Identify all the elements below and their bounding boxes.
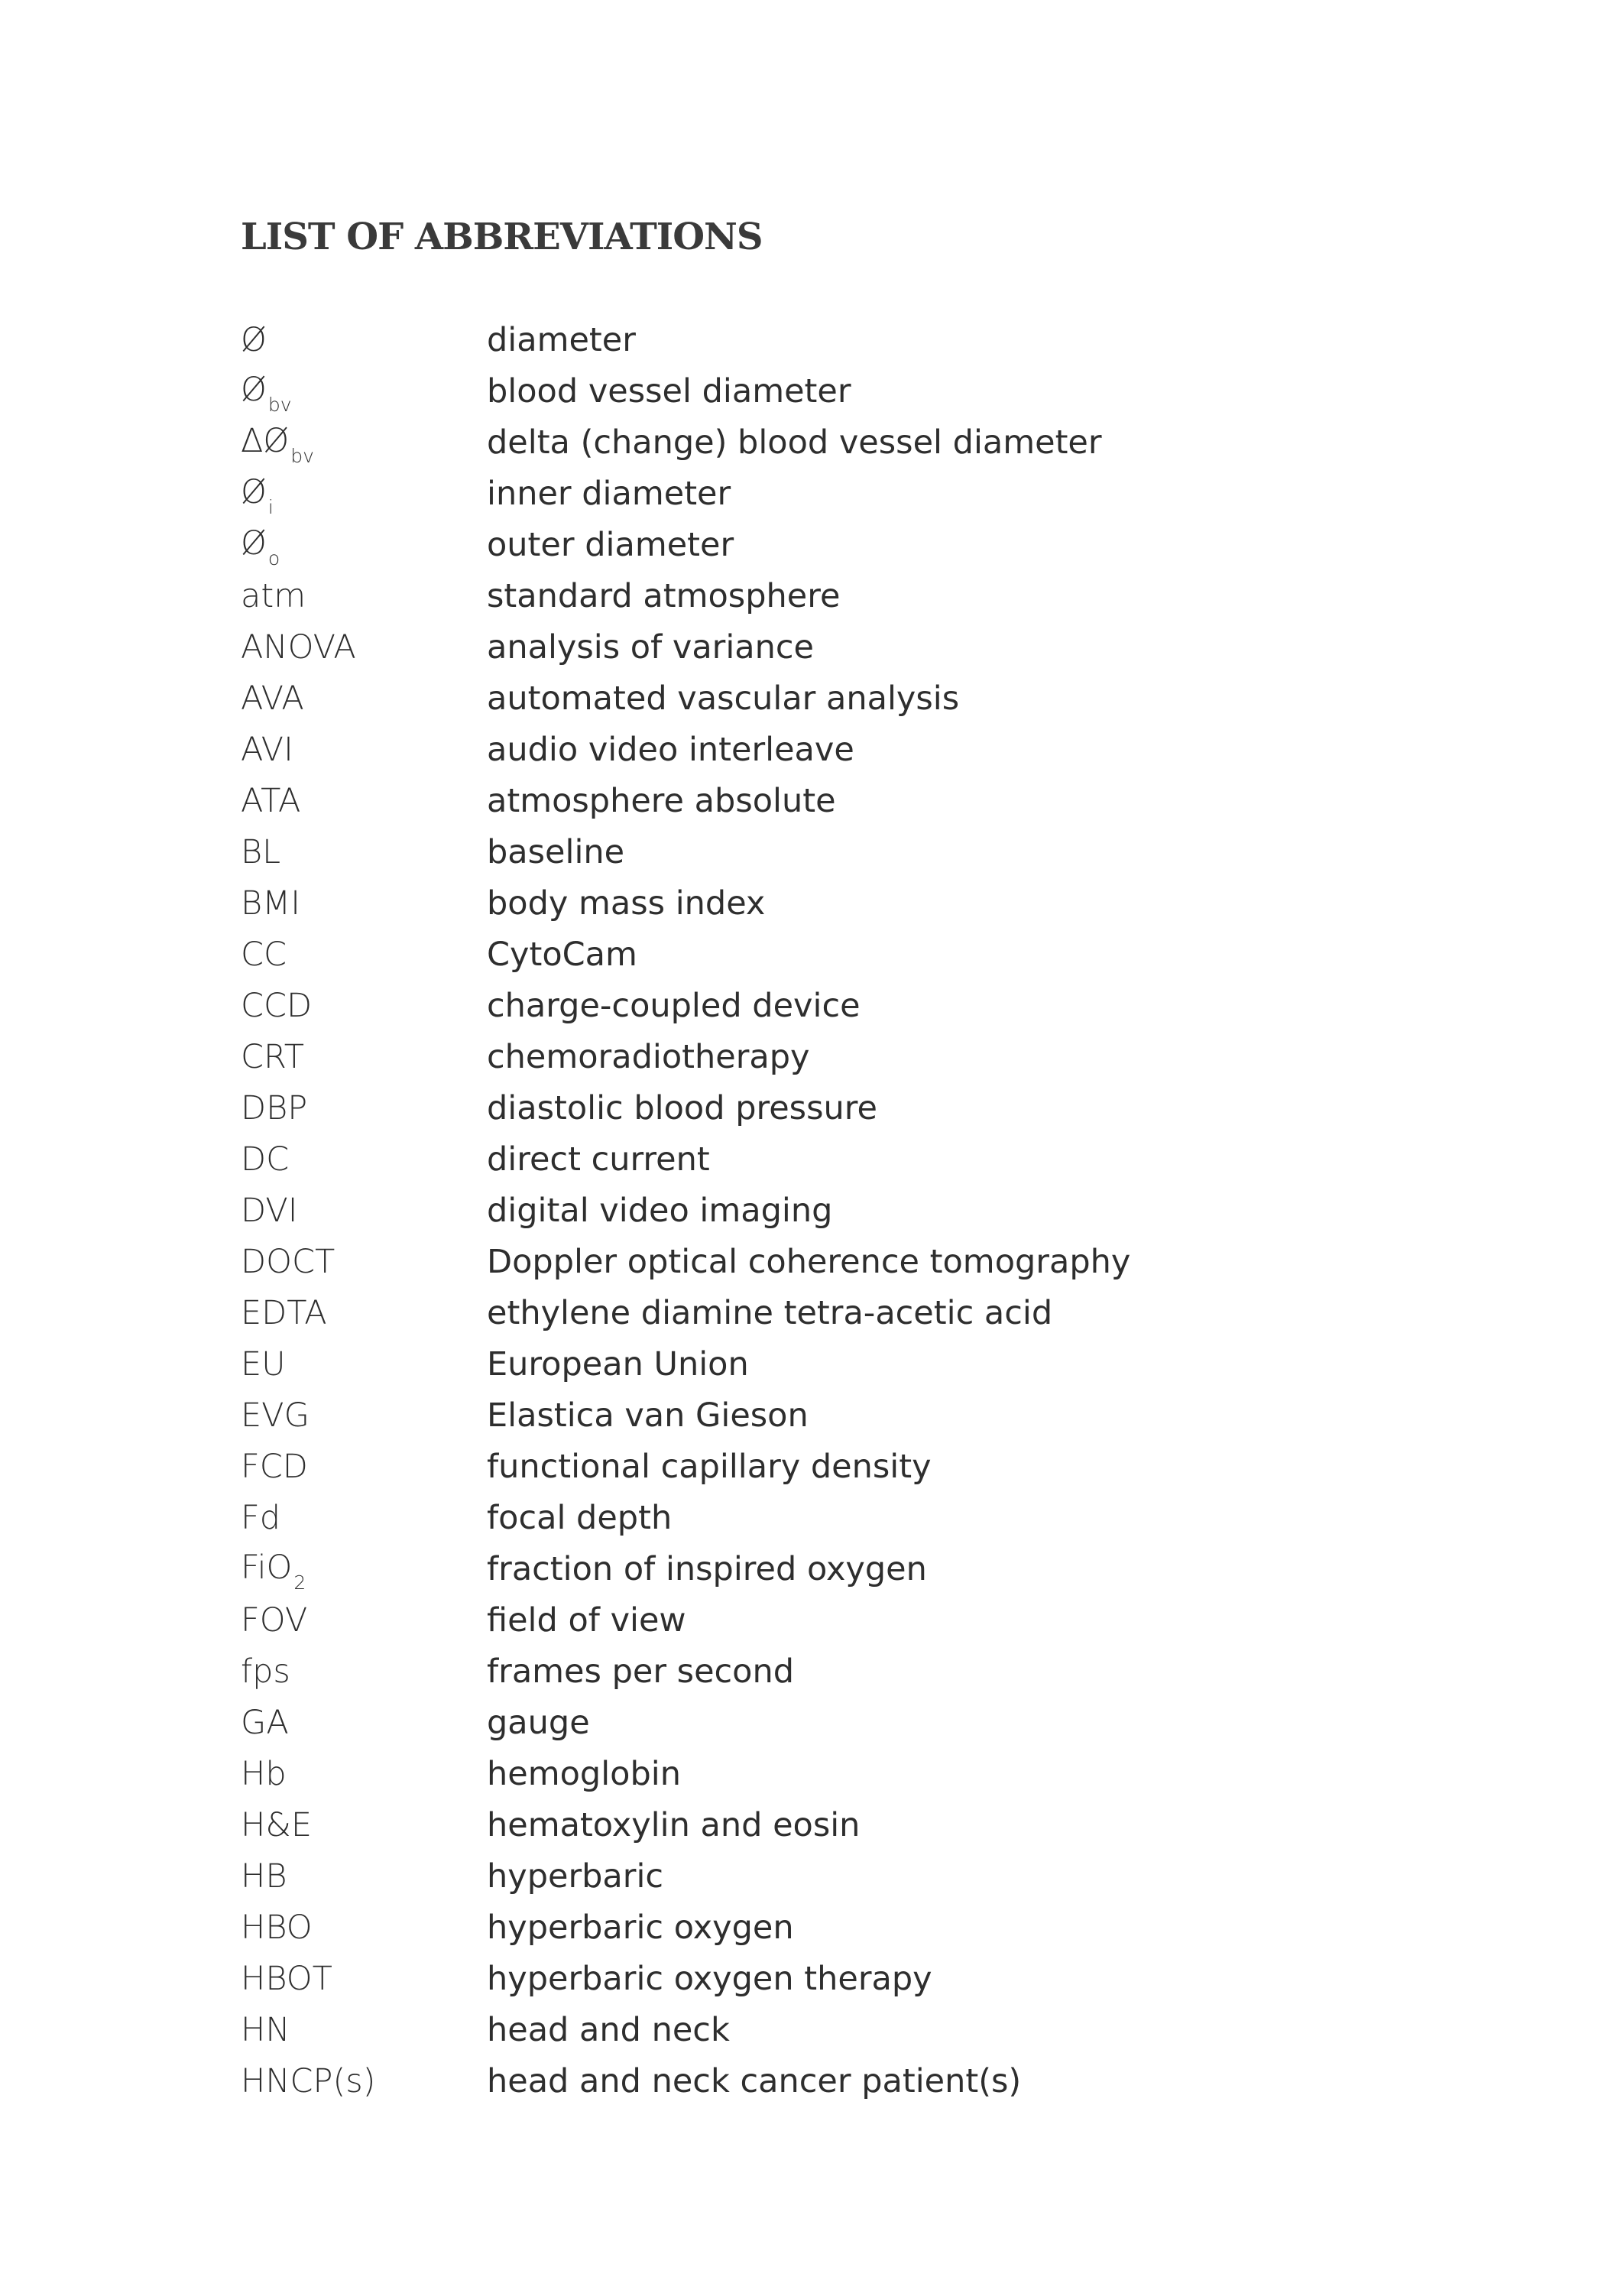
abbreviation-symbol: Hb: [241, 1755, 287, 1793]
abbreviation-row: [241, 1851, 1540, 1902]
abbreviation-symbol: ΔØ: [241, 421, 290, 460]
abbreviation-term: [241, 622, 487, 673]
abbreviation-row: [241, 878, 1540, 929]
abbreviation-term: [241, 827, 487, 878]
abbreviation-symbol: GA: [241, 1704, 289, 1742]
abbreviation-row: [241, 622, 1540, 673]
abbreviation-subscript: o: [267, 546, 280, 569]
abbreviation-definition: blood vessel diameter: [487, 372, 851, 410]
abbreviation-row: [241, 1032, 1540, 1083]
abbreviation-symbol: FOV: [241, 1601, 308, 1639]
abbreviation-symbol: fps: [241, 1652, 290, 1691]
abbreviation-symbol: Ø: [241, 472, 267, 511]
abbreviation-term: [241, 365, 487, 420]
abbreviation-row: [241, 571, 1540, 622]
abbreviation-symbol: EDTA: [241, 1294, 327, 1332]
abbreviation-definition: hemoglobin: [487, 1755, 681, 1793]
abbreviation-definition: direct current: [487, 1140, 710, 1179]
abbreviation-term: [241, 1542, 487, 1597]
abbreviation-term: [241, 1185, 487, 1237]
abbreviation-term: [241, 1134, 487, 1185]
abbreviation-row: [241, 673, 1540, 725]
abbreviation-row: [241, 366, 1540, 417]
abbreviation-definition: hyperbaric oxygen therapy: [487, 1960, 932, 1998]
abbreviation-list: [241, 315, 1540, 2107]
abbreviation-definition: frames per second: [487, 1652, 795, 1691]
abbreviation-term: [241, 1032, 487, 1083]
abbreviation-term: [241, 518, 487, 573]
abbreviation-definition: hematoxylin and eosin: [487, 1806, 861, 1844]
abbreviation-row: [241, 827, 1540, 878]
abbreviation-definition: analysis of variance: [487, 628, 815, 666]
abbreviation-definition: hyperbaric oxygen: [487, 1909, 794, 1947]
abbreviation-term: [241, 1339, 487, 1390]
abbreviation-definition: gauge: [487, 1704, 590, 1742]
abbreviation-definition: audio video interleave: [487, 731, 854, 769]
abbreviation-definition: hyperbaric: [487, 1857, 664, 1896]
abbreviation-term: [241, 1595, 487, 1646]
abbreviation-symbol: DBP: [241, 1089, 308, 1127]
abbreviation-definition: Elastica van Gieson: [487, 1396, 809, 1435]
abbreviation-definition: inner diameter: [487, 475, 731, 513]
abbreviation-definition: functional capillary density: [487, 1448, 932, 1486]
abbreviation-row: [241, 1595, 1540, 1646]
abbreviation-definition: Doppler optical coherence tomography: [487, 1243, 1131, 1281]
abbreviation-row: [241, 315, 1540, 366]
abbreviation-term: [241, 467, 487, 522]
abbreviation-row: [241, 1544, 1540, 1595]
abbreviation-subscript: 2: [293, 1571, 306, 1594]
abbreviation-definition: head and neck cancer patient(s): [487, 2062, 1022, 2100]
abbreviation-definition: diameter: [487, 321, 636, 359]
abbreviation-definition: body mass index: [487, 884, 766, 923]
abbreviation-symbol: DVI: [241, 1192, 298, 1230]
abbreviation-term: [241, 981, 487, 1032]
abbreviation-symbol: ANOVA: [241, 628, 356, 666]
abbreviation-symbol: Ø: [241, 370, 267, 409]
abbreviation-term: [241, 725, 487, 776]
abbreviation-row: [241, 1954, 1540, 2005]
abbreviation-definition: outer diameter: [487, 526, 734, 564]
abbreviation-symbol: DC: [241, 1140, 290, 1179]
abbreviation-term: [241, 1954, 487, 2005]
abbreviation-definition: head and neck: [487, 2011, 730, 2049]
abbreviation-symbol: HB: [241, 1857, 287, 1896]
abbreviation-term: [241, 571, 487, 622]
abbreviation-term: [241, 1800, 487, 1851]
abbreviation-row: [241, 1134, 1540, 1185]
abbreviation-row: [241, 469, 1540, 520]
abbreviation-term: [241, 315, 487, 366]
abbreviation-subscript: i: [267, 495, 274, 518]
abbreviation-definition: diastolic blood pressure: [487, 1089, 877, 1127]
abbreviation-term: [241, 2005, 487, 2056]
abbreviation-term: [241, 929, 487, 981]
abbreviation-term: [241, 1083, 487, 1134]
abbreviation-row: [241, 1442, 1540, 1493]
abbreviation-symbol: EVG: [241, 1396, 310, 1435]
abbreviation-symbol: atm: [241, 577, 306, 615]
abbreviation-term: [241, 1749, 487, 1800]
abbreviation-term: [241, 1237, 487, 1288]
abbreviation-definition: fraction of inspired oxygen: [487, 1550, 927, 1588]
abbreviation-symbol: Ø: [241, 321, 267, 359]
abbreviation-definition: charge-coupled device: [487, 987, 861, 1025]
abbreviation-row: [241, 2005, 1540, 2056]
abbreviation-term: [241, 1390, 487, 1442]
abbreviation-symbol: FCD: [241, 1448, 308, 1486]
abbreviation-term: [241, 673, 487, 725]
abbreviation-symbol: CC: [241, 936, 287, 974]
abbreviation-symbol: H&E: [241, 1806, 313, 1844]
abbreviation-definition: digital video imaging: [487, 1192, 833, 1230]
abbreviation-term: [241, 878, 487, 929]
abbreviation-row: [241, 1493, 1540, 1544]
abbreviation-term: [241, 1698, 487, 1749]
abbreviation-definition: CytoCam: [487, 936, 637, 974]
abbreviation-definition: focal depth: [487, 1499, 673, 1537]
abbreviation-row: [241, 1800, 1540, 1851]
abbreviation-term: [241, 1851, 487, 1902]
abbreviation-definition: delta (change) blood vessel diameter: [487, 423, 1102, 462]
abbreviation-symbol: AVA: [241, 679, 304, 718]
abbreviation-symbol: ATA: [241, 782, 301, 820]
abbreviation-symbol: BL: [241, 833, 281, 871]
abbreviation-subscript: bv: [267, 393, 292, 416]
abbreviation-row: [241, 1083, 1540, 1134]
abbreviation-definition: ethylene diamine tetra-acetic acid: [487, 1294, 1053, 1332]
abbreviation-term: [241, 2056, 487, 2107]
abbreviation-term: [241, 1646, 487, 1698]
abbreviation-symbol: AVI: [241, 731, 293, 769]
abbreviation-symbol: Ø: [241, 524, 267, 563]
abbreviation-row: [241, 981, 1540, 1032]
abbreviation-definition: field of view: [487, 1601, 686, 1639]
abbreviation-definition: atmosphere absolute: [487, 782, 836, 820]
page-title: LIST OF ABBREVIATIONS: [241, 216, 763, 258]
abbreviation-symbol: CRT: [241, 1038, 305, 1076]
abbreviation-definition: baseline: [487, 833, 625, 871]
abbreviation-row: [241, 929, 1540, 981]
abbreviation-symbol: HBO: [241, 1909, 313, 1947]
abbreviation-row: [241, 1339, 1540, 1390]
abbreviation-subscript: bv: [290, 444, 314, 467]
abbreviation-row: [241, 1698, 1540, 1749]
abbreviation-row: [241, 1390, 1540, 1442]
abbreviation-symbol: DOCT: [241, 1243, 335, 1281]
abbreviation-row: [241, 1902, 1540, 1954]
abbreviation-row: [241, 776, 1540, 827]
abbreviation-term: [241, 1442, 487, 1493]
abbreviation-symbol: Fd: [241, 1499, 281, 1537]
abbreviation-row: [241, 725, 1540, 776]
abbreviation-definition: automated vascular analysis: [487, 679, 960, 718]
abbreviation-definition: European Union: [487, 1345, 749, 1383]
abbreviation-row: [241, 1749, 1540, 1800]
abbreviation-definition: chemoradiotherapy: [487, 1038, 810, 1076]
abbreviation-row: [241, 1646, 1540, 1698]
abbreviation-term: [241, 1493, 487, 1544]
abbreviation-definition: standard atmosphere: [487, 577, 841, 615]
abbreviation-symbol: BMI: [241, 884, 300, 923]
abbreviation-row: [241, 1185, 1540, 1237]
abbreviation-term: [241, 416, 487, 471]
abbreviation-term: [241, 776, 487, 827]
abbreviation-symbol: HBOT: [241, 1960, 332, 1998]
abbreviation-row: [241, 2056, 1540, 2107]
abbreviation-row: [241, 417, 1540, 469]
abbreviation-row: [241, 1288, 1540, 1339]
abbreviation-symbol: FiO: [241, 1548, 293, 1587]
abbreviation-row: [241, 520, 1540, 571]
abbreviation-symbol: EU: [241, 1345, 286, 1383]
abbreviation-symbol: CCD: [241, 987, 313, 1025]
abbreviation-symbol: HNCP(s): [241, 2062, 376, 2100]
abbreviation-row: [241, 1237, 1540, 1288]
abbreviation-term: [241, 1902, 487, 1954]
abbreviation-term: [241, 1288, 487, 1339]
abbreviation-symbol: HN: [241, 2011, 290, 2049]
